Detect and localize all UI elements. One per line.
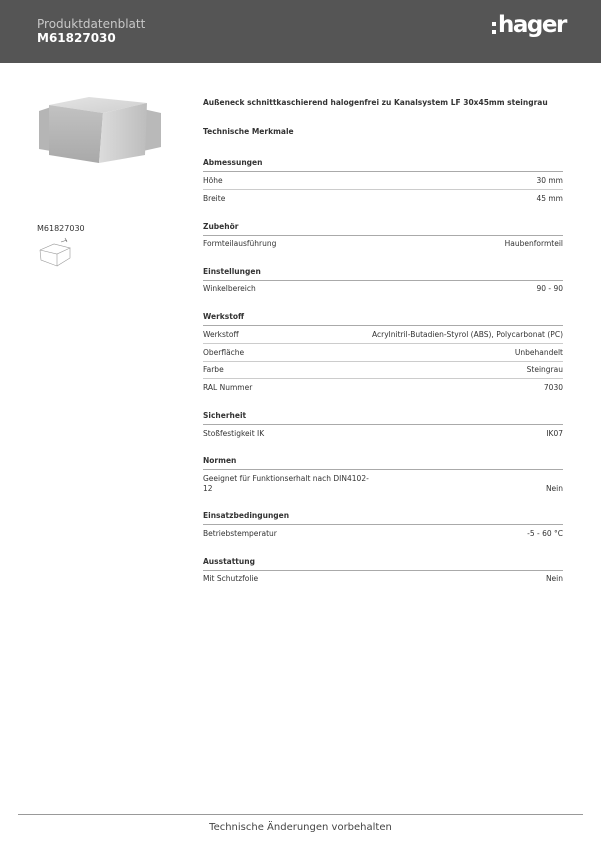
spec-value: 45 mm <box>536 194 563 203</box>
section-title: Sicherheit <box>203 411 247 420</box>
section-divider <box>203 570 563 571</box>
spec-key: Mit Schutzfolie <box>203 574 259 583</box>
spec-value: IK07 <box>546 429 563 438</box>
spec-key: Farbe <box>203 365 224 374</box>
technical-drawing-thumbnail <box>37 236 75 268</box>
brand-name: hager <box>498 12 566 38</box>
spec-value: 7030 <box>543 383 563 392</box>
spec-key: Stoßfestigkeit IK <box>203 429 265 438</box>
spec-key: Breite <box>203 194 226 203</box>
footer-divider <box>18 814 583 815</box>
spec-key: Geeignet für Funktionserhalt nach DIN4102-12 <box>203 474 369 493</box>
spec-key: Winkelbereich <box>203 284 256 293</box>
footer-note: Technische Änderungen vorbehalten <box>209 822 392 833</box>
section-divider <box>203 280 563 281</box>
product-title: Außeneck schnittkaschierend halogenfrei zu Kanalsystem LF 30x45mm steingrau <box>203 98 548 107</box>
product-image <box>37 97 165 163</box>
spec-key: RAL Nummer <box>203 383 253 392</box>
section-title: Werkstoff <box>203 312 245 321</box>
spec-key: Formteilausführung <box>203 239 277 248</box>
section-title: Zubehör <box>203 222 239 231</box>
section-title: Einstellungen <box>203 267 261 276</box>
row-divider <box>203 189 563 190</box>
section-divider <box>203 171 563 172</box>
spec-value: 90 - 90 <box>536 284 563 293</box>
technical-features-heading: Technische Merkmale <box>203 127 294 136</box>
thumbnail-code: M61827030 <box>37 224 85 233</box>
logo-dots-icon <box>492 22 497 38</box>
spec-key: Werkstoff <box>203 330 239 339</box>
section-title: Abmessungen <box>203 158 263 167</box>
row-divider <box>203 361 563 362</box>
article-number: M61827030 <box>37 31 116 45</box>
section-divider <box>203 469 563 470</box>
section-title: Normen <box>203 456 237 465</box>
row-divider <box>203 378 563 379</box>
spec-value: 30 mm <box>536 176 563 185</box>
section-divider <box>203 325 563 326</box>
spec-value: Nein <box>545 484 563 493</box>
spec-value: Haubenformteil <box>504 239 563 248</box>
spec-value: Steingrau <box>526 365 563 374</box>
section-divider <box>203 424 563 425</box>
document-type: Produktdatenblatt <box>37 17 146 31</box>
spec-key: Höhe <box>203 176 223 185</box>
spec-value: Nein <box>545 574 563 583</box>
row-divider <box>203 343 563 344</box>
section-divider <box>203 524 563 525</box>
spec-value: Unbehandelt <box>514 348 563 357</box>
section-title: Einsatzbedingungen <box>203 511 290 520</box>
spec-value: -5 - 60 °C <box>527 529 563 538</box>
spec-value: Acrylnitril-Butadien-Styrol (ABS), Polycarbonat (PC) <box>372 330 563 339</box>
spec-key: Betriebstemperatur <box>203 529 277 538</box>
page-header <box>0 0 601 63</box>
section-title: Ausstattung <box>203 557 255 566</box>
section-divider <box>203 235 563 236</box>
spec-key: Oberfläche <box>203 348 245 357</box>
